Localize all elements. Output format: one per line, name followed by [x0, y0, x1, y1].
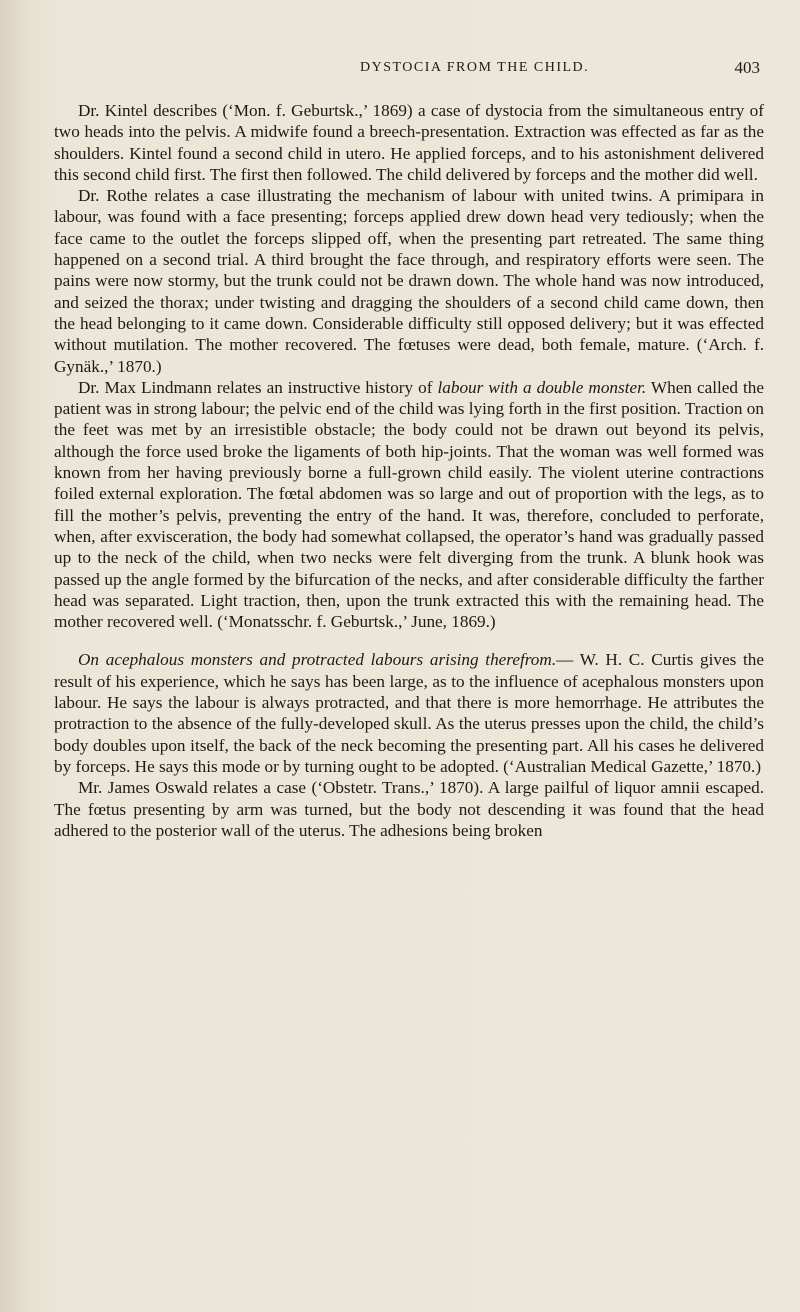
body-text	[54, 100, 764, 841]
paragraph-lindmann-italic: labour with a double monster.	[437, 377, 647, 397]
paragraph-lindmann-start: Dr. Max Lindmann relates an instructive history of	[78, 377, 438, 397]
paragraph-lindmann	[54, 377, 764, 633]
page-number: 403	[734, 58, 760, 77]
running-title: DYSTOCIA FROM THE CHILD.	[360, 60, 590, 75]
paragraph-lindmann-end: When called the patient was in strong labour; the pelvic end of the child was lying forth in the first position. Traction on the feet was met by an irresistible obstacle; the body could not be drawn out beyond its pelvis, although the force used broke the ligaments of both hip-joints. That the woman was well formed was known from her having previously borne a full-grown child easily. The violent uterine contractions foiled external exploration. The fœtal abdomen was so large and out of proportion with the legs, as to fill the mother’s pelvis, preventing the entry of the hand. It was, therefore, concluded to perforate, when, after exvisceration, the body had somewhat collapsed, the operator’s hand was gradually passed up to the neck of the child, when two necks were felt diverging from the trunk. A blunk hook was passed up the angle formed by the bifurcation of the necks, and after considerable difficulty the farther head was separated. Light traction, then, upon the trunk extracted this with the remaining head. The mother recovered well. (‘Monatsschr. f. Geburtsk.,’ June, 1869.)	[54, 377, 765, 632]
section-heading-acephalous: On acephalous monsters and protracted labours arising therefrom.	[78, 650, 557, 670]
paragraph-kintel: Dr. Kintel describes (‘Mon. f. Geburtsk.,’ 1869) a case of dystocia from the simultaneous entry of two heads into the pelvis. A midwife found a breech-presentation. Extraction was effected as far as the shoulders. Kintel found a second child in utero. He applied forceps, and to his astonishment delivered this second child first. The first then followed. The child delivered by forceps and the mother did well.	[54, 101, 764, 184]
paragraph-acephalous-body: — W. H. C. Curtis gives the result of his experience, which he says has been large, as to the influence of acephalous monsters upon labour. He says the labour is always protracted, and that there is more hemorrhage. He attributes the protraction to the absence of the fully-developed skull. As the uterus presses upon the child, the child’s body doubles upon itself, the back of the neck becoming the presenting part. All his cases he delivered by forceps. He says this mode or by turning ought to be adopted. (‘Australian Medical Gazette,’ 1870.)	[54, 650, 765, 776]
running-head	[0, 58, 800, 82]
paragraph-oswald: Mr. James Oswald relates a case (‘Obstetr. Trans.,’ 1870). A large pailful of liquor amnii escaped. The fœtus presenting by arm was turned, but the body not descending it was found that the head adhered to the posterior wall of the uterus. The adhesions being broken	[54, 778, 764, 840]
paragraph-acephalous	[54, 649, 764, 777]
paragraph-rothe: Dr. Rothe relates a case illustrating the mechanism of labour with united twins. A primipara in labour, was found with a face presenting; forceps applied drew down head very tediously; when the face came to the outlet the forceps slipped off, when the presenting part retreated. The same thing happened on a second trial. A third brought the face through, and respiratory efforts were seen. The pains were now stormy, but the trunk could not be drawn down. The whole hand was now introduced, and seized the thorax; under twisting and dragging the shoulders of a second child came down, then the head belonging to it came down. Considerable difficulty still opposed delivery; but it was effected without mutilation. The mother recovered. The fœtuses were dead, both female, mature. (‘Arch. f. Gynäk.,’ 1870.)	[54, 186, 764, 376]
